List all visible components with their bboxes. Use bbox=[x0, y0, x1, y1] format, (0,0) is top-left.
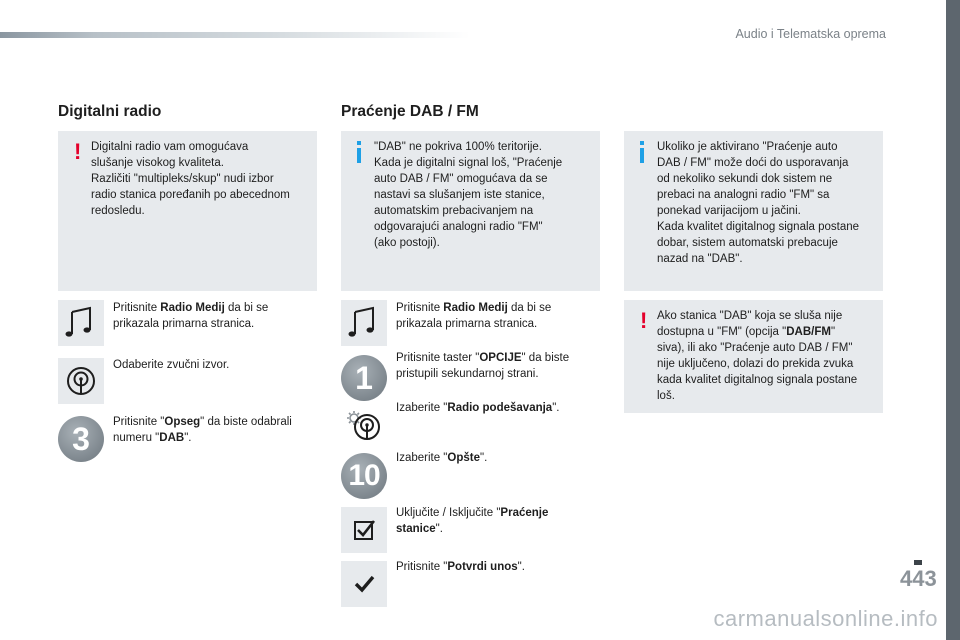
left-step-1-text: Pritisnite Radio Medij da bi se prikazala primarna stranica. bbox=[113, 302, 269, 330]
warning-note-dab-fm-unavailable bbox=[624, 300, 883, 413]
mid-step-5-text: Uključite / Isključite "Praćenje stanice". bbox=[396, 507, 549, 535]
header-bar bbox=[0, 32, 470, 38]
note-text: "DAB" ne pokriva 100% teritorije. Kada je digitalni signal loš, "Praćenje auto DAB / FM" omogućava da se nastavi sa slušanjem iste stanice, automatskim prebacivanjem na odgovarajući analogni radio "FM" (ako postoji). bbox=[374, 141, 563, 249]
confirm-check-icon bbox=[341, 561, 387, 607]
number-10-icon: 10 bbox=[341, 453, 387, 499]
warning-note-digital-radio bbox=[58, 131, 317, 291]
left-step-3-text: Pritisnite "Opseg" da biste odabrali numeru "DAB". bbox=[113, 416, 292, 444]
mid-step-3-text: Izaberite "Radio podešavanja". bbox=[396, 402, 560, 414]
note-text: Ako stanica "DAB" koja se sluša nije dostupna u "FM" (opcija "DAB/FM" siva), ili ako "Praćenje auto DAB / FM" nije uključeno, dolazi do prekida zvuka kada kvalitet digitalnog signala postane loš. bbox=[657, 310, 858, 402]
mid-step-1-text: Pritisnite Radio Medij da bi se prikazala primarna stranica. bbox=[396, 302, 552, 330]
info-icon bbox=[357, 141, 361, 163]
radio-settings-icon bbox=[341, 403, 387, 449]
watermark: carmanualsonline.info bbox=[713, 606, 938, 631]
warning-icon: ! bbox=[640, 308, 648, 333]
mid-step-2-text: Pritisnite taster "OPCIJE" da biste pristupili sekundarnoj strani. bbox=[396, 352, 570, 380]
checkbox-toggle-icon bbox=[341, 507, 387, 553]
left-step-2-text: Odaberite zvučni izvor. bbox=[113, 359, 230, 371]
page-edge-strip bbox=[946, 0, 960, 640]
chapter-title: Audio i Telematska oprema bbox=[735, 27, 886, 41]
number-1-icon: 1 bbox=[341, 355, 387, 401]
info-note-dab-coverage bbox=[341, 131, 600, 291]
audio-source-icon bbox=[58, 358, 104, 404]
section-title-digital-radio: Digitalni radio bbox=[58, 103, 162, 120]
page-number: 443 bbox=[900, 566, 937, 591]
note-text: Ukoliko je aktivirano "Praćenje auto DAB / FM" može doći do usporavanja od nekoliko sekundi dok sistem ne prebaci na analogni radio "FM" sa ponekad varijacijom u jačini. Kada kvalitet digitalnog signala postane dobar, sistem automatski prebacuje nazad na "DAB". bbox=[657, 141, 860, 265]
mid-step-4-text: Izaberite "Opšte". bbox=[396, 452, 488, 464]
mid-step-6-text: Pritisnite "Potvrdi unos". bbox=[396, 561, 525, 573]
page-marker bbox=[914, 560, 922, 565]
number-3-icon: 3 bbox=[58, 416, 104, 462]
note-text: Digitalni radio vam omogućava slušanje visokog kvaliteta. Različiti "multipleks/skup" nudi izbor radio stanica poređanih po abecednom redosledu. bbox=[91, 141, 290, 217]
info-note-dab-fm-switching bbox=[624, 131, 883, 291]
media-button-icon bbox=[58, 300, 104, 346]
warning-icon: ! bbox=[74, 139, 82, 164]
section-title-dab-fm: Praćenje DAB / FM bbox=[341, 103, 479, 120]
media-button-icon bbox=[341, 300, 387, 346]
info-icon bbox=[640, 141, 644, 163]
